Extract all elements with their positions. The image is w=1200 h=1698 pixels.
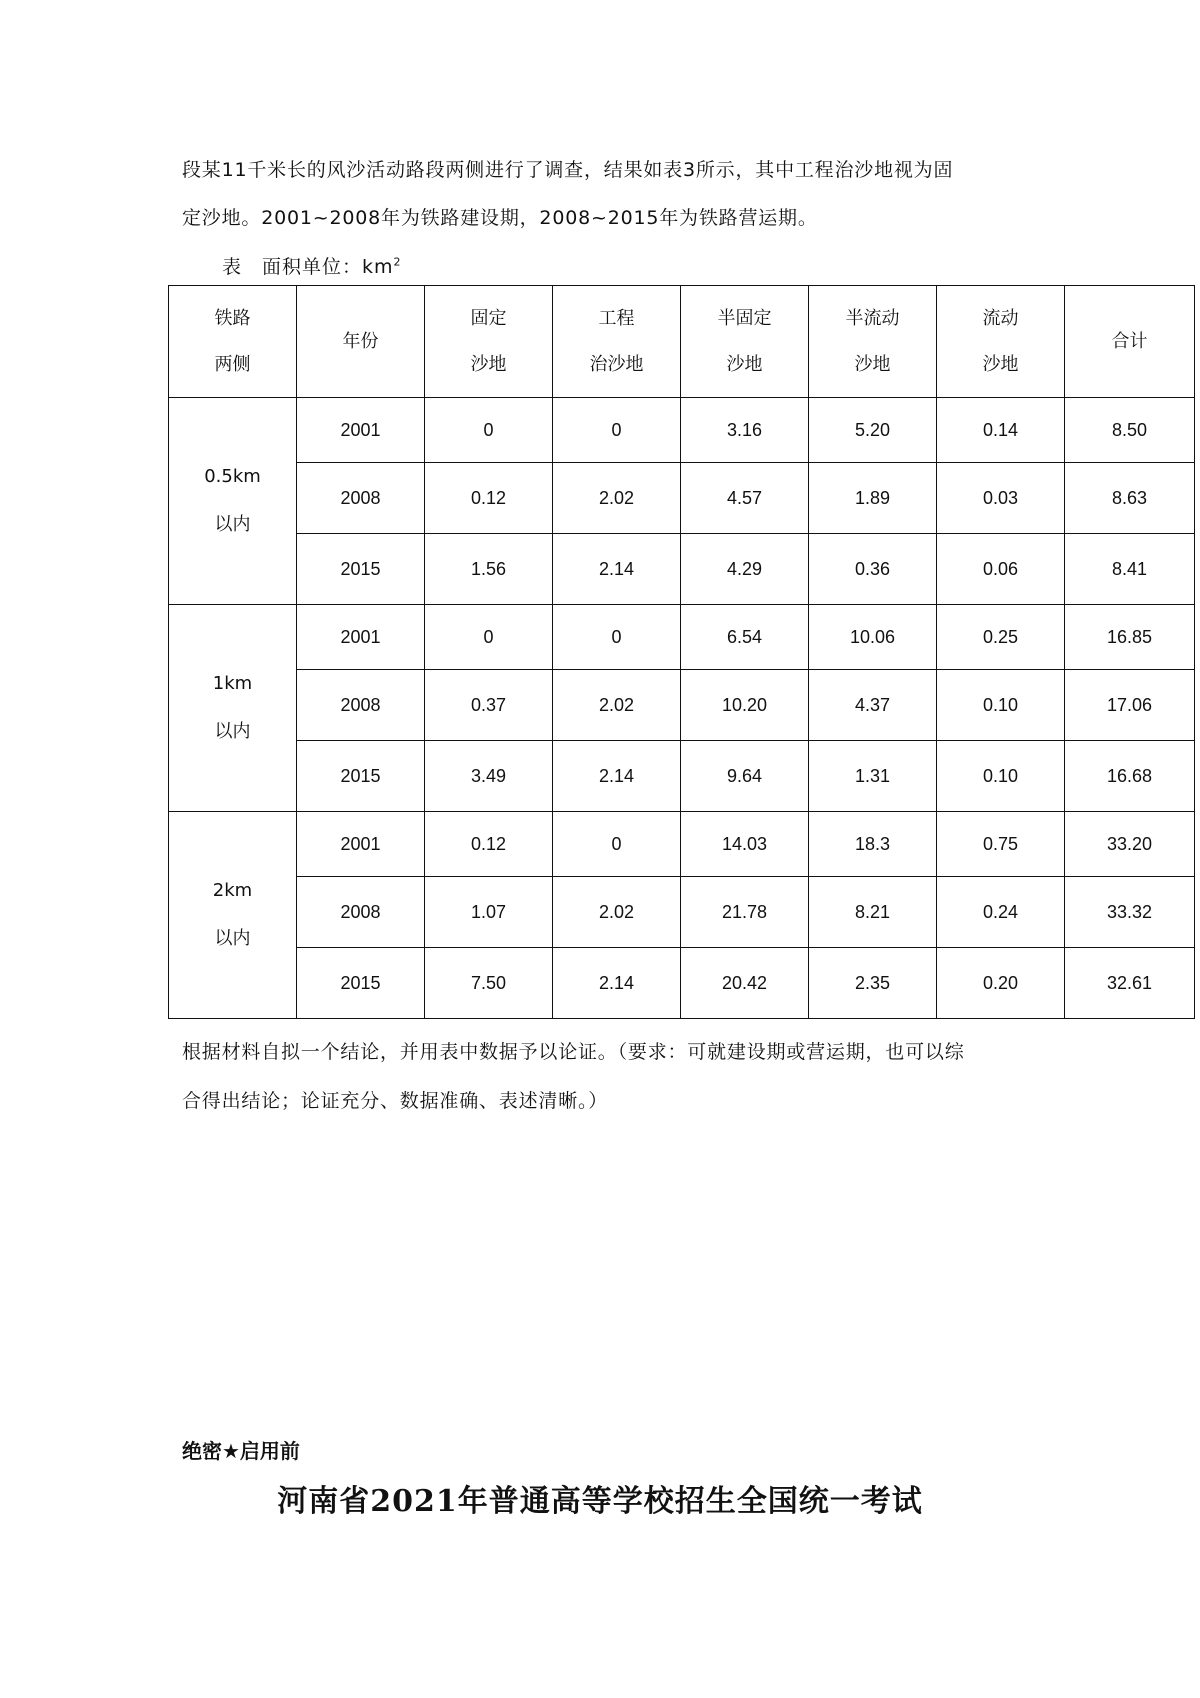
cell-year: 2008 [297,670,425,741]
cell-total: 8.41 [1065,534,1195,605]
table-row [169,741,1195,812]
cell-value: 9.64 [681,741,809,812]
cell-value: 18.3 [809,812,937,877]
cell-total: 32.61 [1065,948,1195,1019]
header-semi-mobile-sand: 半流动 沙地 [809,286,937,398]
cell-value: 0.37 [425,670,553,741]
cell-value: 0 [553,605,681,670]
group-label-2km: 2km 以内 [169,812,297,1019]
table-row [169,812,1195,877]
cell-value: 1.07 [425,877,553,948]
header-engineered-sand: 工程 治沙地 [553,286,681,398]
header-railway-side: 铁路 两侧 [169,286,297,398]
cell-value: 0.75 [937,812,1065,877]
cell-value: 1.56 [425,534,553,605]
cell-value: 10.20 [681,670,809,741]
header-semi-fixed-sand: 半固定 沙地 [681,286,809,398]
cell-value: 0 [553,398,681,463]
cell-value: 4.57 [681,463,809,534]
cell-value: 20.42 [681,948,809,1019]
cell-value: 0 [425,605,553,670]
cell-value: 3.16 [681,398,809,463]
intro-line-2: 定沙地。2001~2008年为铁路建设期，2008~2015年为铁路营运期。 [182,207,818,229]
cell-year: 2001 [297,398,425,463]
cell-value: 0.12 [425,812,553,877]
cell-value: 2.14 [553,741,681,812]
cell-total: 8.50 [1065,398,1195,463]
table-header-row [169,286,1195,398]
cell-value: 5.20 [809,398,937,463]
cell-value: 2.02 [553,463,681,534]
cell-year: 2015 [297,948,425,1019]
cell-value: 2.35 [809,948,937,1019]
cell-value: 0.36 [809,534,937,605]
question-line-1: 根据材料自拟一个结论，并用表中数据予以论证。（要求：可就建设期或营运期，也可以综 [182,1041,965,1063]
cell-value: 0.14 [937,398,1065,463]
cell-value: 21.78 [681,877,809,948]
cell-value: 2.14 [553,534,681,605]
cell-value: 0.06 [937,534,1065,605]
table-row [169,670,1195,741]
header-fixed-sand: 固定 沙地 [425,286,553,398]
sand-area-table [168,285,1195,1019]
table-row [169,877,1195,948]
header-year: 年份 [297,286,425,398]
cell-value: 0.10 [937,670,1065,741]
exam-title: 河南省2021年普通高等学校招生全国统一考试 [277,1484,923,1519]
cell-value: 4.37 [809,670,937,741]
table-row [169,605,1195,670]
cell-value: 10.06 [809,605,937,670]
cell-year: 2001 [297,605,425,670]
table-caption [222,252,402,279]
cell-year: 2008 [297,463,425,534]
table-row [169,948,1195,1019]
cell-total: 16.85 [1065,605,1195,670]
cell-value: 4.29 [681,534,809,605]
cell-value: 3.49 [425,741,553,812]
cell-value: 2.02 [553,670,681,741]
cell-value: 2.14 [553,948,681,1019]
cell-value: 7.50 [425,948,553,1019]
cell-year: 2015 [297,534,425,605]
group-label-1km: 1km 以内 [169,605,297,812]
cell-value: 0.24 [937,877,1065,948]
cell-total: 8.63 [1065,463,1195,534]
cell-value: 0 [553,812,681,877]
table-row [169,463,1195,534]
group-label-0.5km: 0.5km 以内 [169,398,297,605]
cell-value: 0.03 [937,463,1065,534]
header-total: 合计 [1065,286,1195,398]
cell-total: 33.32 [1065,877,1195,948]
cell-value: 0 [425,398,553,463]
question-line-2: 合得出结论；论证充分、数据准确、表述清晰。） [182,1090,609,1112]
cell-year: 2015 [297,741,425,812]
cell-total: 33.20 [1065,812,1195,877]
cell-year: 2001 [297,812,425,877]
cell-year: 2008 [297,877,425,948]
cell-value: 8.21 [809,877,937,948]
cell-value: 1.89 [809,463,937,534]
cell-value: 0.12 [425,463,553,534]
table-row [169,398,1195,463]
cell-total: 17.06 [1065,670,1195,741]
confidential-mark: 绝密★启用前 [182,1439,300,1463]
intro-line-1: 段某11千米长的风沙活动路段两侧进行了调查，结果如表3所示，其中工程治沙地视为固 [182,159,954,181]
cell-value: 6.54 [681,605,809,670]
table-caption-text: 表 面积单位：km [222,256,394,278]
header-mobile-sand: 流动 沙地 [937,286,1065,398]
cell-value: 1.31 [809,741,937,812]
table-row [169,534,1195,605]
cell-value: 2.02 [553,877,681,948]
cell-total: 16.68 [1065,741,1195,812]
cell-value: 0.25 [937,605,1065,670]
cell-value: 0.10 [937,741,1065,812]
cell-value: 0.20 [937,948,1065,1019]
cell-value: 14.03 [681,812,809,877]
table-caption-unit-exponent: 2 [393,255,402,269]
